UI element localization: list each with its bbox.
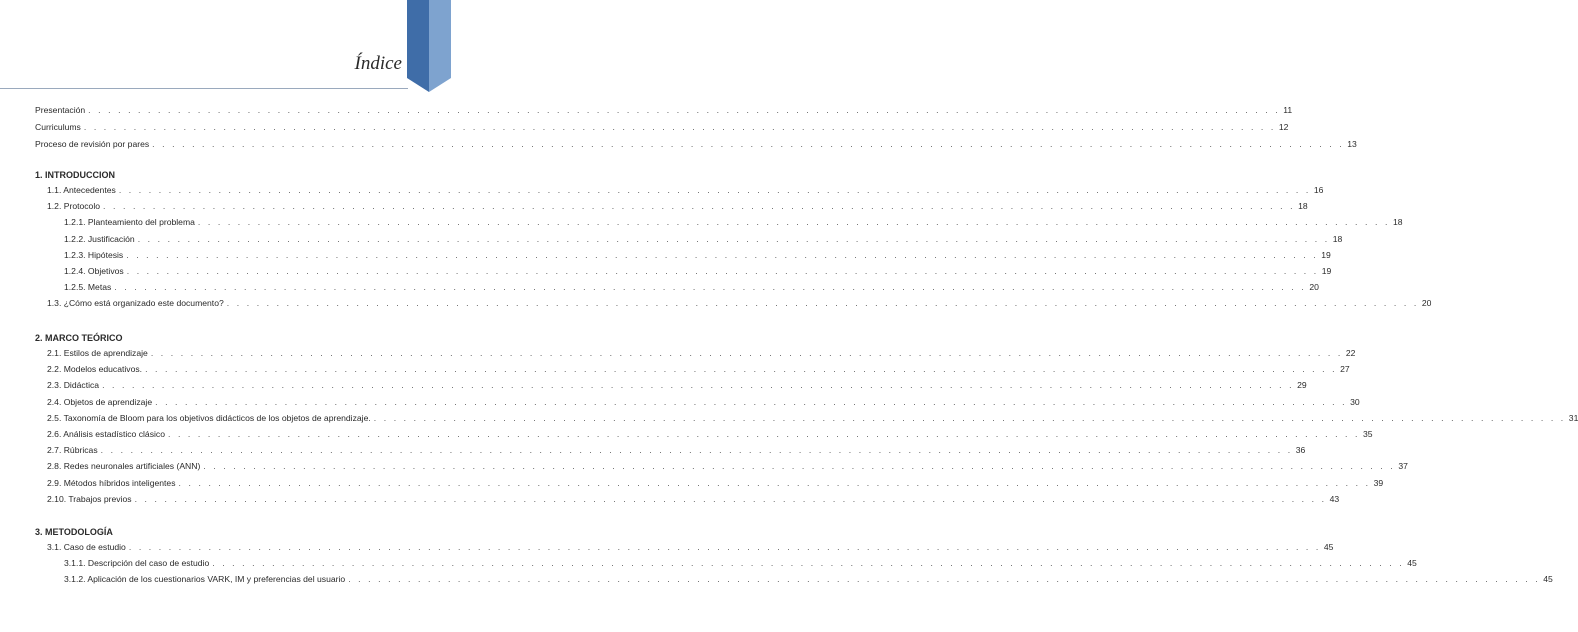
toc-entry-label: 1.2.1. Planteamiento del problema: [64, 217, 195, 227]
toc-entry-page: 22: [1345, 348, 1356, 358]
toc-entry[interactable]: [64, 558, 1417, 569]
toc-entry-label: 2.10. Trabajos previos: [47, 494, 132, 504]
toc-entry-page: 19: [1321, 250, 1331, 260]
toc-entry[interactable]: [47, 429, 1373, 440]
toc-entry-label: 1.2.3. Hipótesis: [64, 250, 124, 260]
toc-entry-page: 37: [1398, 461, 1408, 471]
toc-entry[interactable]: [47, 364, 1350, 375]
toc-entry-label: Presentación: [35, 105, 86, 115]
toc-entry-page: 12: [1278, 122, 1289, 132]
dot-leader: . . . . . . . . . . . . . . . . . . . . . . . . . . . . . . . . . . . . . . . . . . . . . . . . . . . . . . . . . . . . . . . . . . . . . . . . . . . . . . . . . . . . . . . . . . . . . . . . . . . . . . . . . . . . . . . . . . . . . . . .: [152, 139, 1345, 149]
dot-leader: . . . . . . . . . . . . . . . . . . . . . . . . . . . . . . . . . . . . . . . . . . . . . . . . . . . . . . . . . . . . . . . . . . . . . . . . . . . . . . . . . . . . . . . . . . . . . . . . . . . . . . . . . . . . . . . . . . . . . . . .: [150, 348, 1343, 358]
dot-leader: . . . . . . . . . . . . . . . . . . . . . . . . . . . . . . . . . . . . . . . . . . . . . . . . . . . . . . . . . . . . . . . . . . . . . . . . . . . . . . . . . . . . . . . . . . . . . . . . . . . . . . . . . . . . . . . . . . . . . . . .: [197, 217, 1390, 227]
dot-leader: . . . . . . . . . . . . . . . . . . . . . . . . . . . . . . . . . . . . . . . . . . . . . . . . . . . . . . . . . . . . . . . . . . . . . . . . . . . . . . . . . . . . . . . . . . . . . . . . . . . . . . . . . . . . . . . . . . . . . . . .: [126, 266, 1319, 276]
toc-entry-label: 2.3. Didáctica: [47, 380, 100, 390]
toc-entry-page: 31: [1568, 413, 1578, 423]
toc-entry-label: 2.2. Modelos educativos.: [47, 364, 143, 374]
toc-entry-page: 18: [1298, 201, 1308, 211]
toc-entry[interactable]: [47, 348, 1356, 359]
toc-entry-page: 43: [1329, 494, 1340, 504]
toc-entry-label: Proceso de revisión por pares: [35, 139, 150, 149]
chapter-heading[interactable]: 2. MARCO TEÓRICO: [35, 333, 123, 343]
toc-entry-page: 18: [1392, 217, 1403, 227]
dot-leader: . . . . . . . . . . . . . . . . . . . . . . . . . . . . . . . . . . . . . . . . . . . . . . . . . . . . . . . . . . . . . . . . . . . . . . . . . . . . . . . . . . . . . . . . . . . . . . . . . . . . . . . . . . . . . . . . . . . . . . . .: [100, 445, 1293, 455]
toc-entry-page: 45: [1323, 542, 1334, 552]
dot-leader: . . . . . . . . . . . . . . . . . . . . . . . . . . . . . . . . . . . . . . . . . . . . . . . . . . . . . . . . . . . . . . . . . . . . . . . . . . . . . . . . . . . . . . . . . . . . . . . . . . . . . . . . . . . . . . . . . . . . . . . .: [212, 558, 1405, 568]
toc-entry-page: 39: [1373, 478, 1384, 488]
dot-leader: . . . . . . . . . . . . . . . . . . . . . . . . . . . . . . . . . . . . . . . . . . . . . . . . . . . . . . . . . . . . . . . . . . . . . . . . . . . . . . . . . . . . . . . . . . . . . . . . . . . . . . . . . . . . . . . . . . . . . . . .: [203, 461, 1396, 471]
toc-entry[interactable]: [64, 574, 1553, 585]
title-divider: [0, 88, 408, 89]
chapter-heading[interactable]: 3. METODOLOGÍA: [35, 527, 113, 537]
toc-entry[interactable]: [64, 250, 1331, 261]
toc-entry[interactable]: [47, 478, 1384, 489]
dot-leader: . . . . . . . . . . . . . . . . . . . . . . . . . . . . . . . . . . . . . . . . . . . . . . . . . . . . . . . . . . . . . . . . . . . . . . . . . . . . . . . . . . . . . . . . . . . . . . . . . . . . . . . . . . . . . . . . . . . . . . . .: [128, 542, 1321, 552]
toc-entry-label: 1.3. ¿Cómo está organizado este documento?: [47, 298, 224, 308]
toc-entry[interactable]: [64, 266, 1332, 277]
toc-entry[interactable]: [47, 413, 1578, 424]
toc-entry[interactable]: [47, 185, 1324, 196]
toc-entry[interactable]: [35, 122, 1289, 133]
dot-leader: . . . . . . . . . . . . . . . . . . . . . . . . . . . . . . . . . . . . . . . . . . . . . . . . . . . . . . . . . . . . . . . . . . . . . . . . . . . . . . . . . . . . . . . . . . . . . . . . . . . . . . . . . . . . . . . . . . . . . . . .: [348, 574, 1541, 584]
toc-entry[interactable]: [47, 397, 1360, 408]
chapter-heading[interactable]: 1. INTRODUCCION: [35, 170, 116, 180]
toc-entry-page: 30: [1350, 397, 1360, 407]
dot-leader: . . . . . . . . . . . . . . . . . . . . . . . . . . . . . . . . . . . . . . . . . . . . . . . . . . . . . . . . . . . . . . . . . . . . . . . . . . . . . . . . . . . . . . . . . . . . . . . . . . . . . . . . . . . . . . . . . . . . . . . .: [134, 494, 1327, 504]
toc-entry[interactable]: [64, 217, 1403, 228]
toc-entry[interactable]: [47, 201, 1308, 212]
toc-entry-page: 45: [1543, 574, 1553, 584]
toc-entry-label: 1.2.2. Justificación: [64, 234, 135, 244]
toc-entry-page: 16: [1313, 185, 1324, 195]
toc-entry[interactable]: [47, 542, 1334, 553]
toc-entry-page: 20: [1309, 282, 1319, 292]
toc-entry[interactable]: [64, 234, 1343, 245]
toc-entry[interactable]: [47, 380, 1307, 391]
toc-entry-page: 11: [1283, 105, 1293, 115]
toc-entry[interactable]: [35, 105, 1293, 116]
dot-leader: . . . . . . . . . . . . . . . . . . . . . . . . . . . . . . . . . . . . . . . . . . . . . . . . . . . . . . . . . . . . . . . . . . . . . . . . . . . . . . . . . . . . . . . . . . . . . . . . . . . . . . . . . . . . . . . . . . . . . . . .: [126, 250, 1319, 260]
dot-leader: . . . . . . . . . . . . . . . . . . . . . . . . . . . . . . . . . . . . . . . . . . . . . . . . . . . . . . . . . . . . . . . . . . . . . . . . . . . . . . . . . . . . . . . . . . . . . . . . . . . . . . . . . . . . . . . . . . . . . . . .: [103, 201, 1296, 211]
dot-leader: . . . . . . . . . . . . . . . . . . . . . . . . . . . . . . . . . . . . . . . . . . . . . . . . . . . . . . . . . . . . . . . . . . . . . . . . . . . . . . . . . . . . . . . . . . . . . . . . . . . . . . . . . . . . . . . . . . . . . . . .: [88, 105, 1281, 115]
toc-entry[interactable]: [64, 282, 1319, 293]
dot-leader: . . . . . . . . . . . . . . . . . . . . . . . . . . . . . . . . . . . . . . . . . . . . . . . . . . . . . . . . . . . . . . . . . . . . . . . . . . . . . . . . . . . . . . . . . . . . . . . . . . . . . . . . . . . . . . . . . . . . . . . .: [137, 234, 1330, 244]
toc-entry-page: 20: [1421, 298, 1432, 308]
toc-entry-label: 3.1. Caso de estudio: [47, 542, 126, 552]
dot-leader: . . . . . . . . . . . . . . . . . . . . . . . . . . . . . . . . . . . . . . . . . . . . . . . . . . . . . . . . . . . . . . . . . . . . . . . . . . . . . . . . . . . . . . . . . . . . . . . . . . . . . . . . . . . . . . . . . . . . . . . .: [226, 298, 1419, 308]
toc-entry-label: 2.8. Redes neuronales artificiales (ANN): [47, 461, 201, 471]
dot-leader: . . . . . . . . . . . . . . . . . . . . . . . . . . . . . . . . . . . . . . . . . . . . . . . . . . . . . . . . . . . . . . . . . . . . . . . . . . . . . . . . . . . . . . . . . . . . . . . . . . . . . . . . . . . . . . . . . . . . . . . .: [114, 282, 1307, 292]
toc-entry-page: 27: [1340, 364, 1350, 374]
toc-entry-label: 1.2. Protocolo: [47, 201, 101, 211]
toc-entry[interactable]: [47, 461, 1408, 472]
toc-entry-label: 1.2.4. Objetivos: [64, 266, 124, 276]
toc-entry-label: Curriculums: [35, 122, 81, 132]
toc-entry-page: 19: [1321, 266, 1332, 276]
toc-entry-label: 1.2.5. Metas: [64, 282, 112, 292]
toc-entry-page: 18: [1332, 234, 1343, 244]
toc-entry-label: 2.4. Objetos de aprendizaje: [47, 397, 153, 407]
toc-entry-label: 3.1.1. Descripción del caso de estudio: [64, 558, 210, 568]
bookmark-ribbon-icon: [407, 0, 451, 92]
dot-leader: . . . . . . . . . . . . . . . . . . . . . . . . . . . . . . . . . . . . . . . . . . . . . . . . . . . . . . . . . . . . . . . . . . . . . . . . . . . . . . . . . . . . . . . . . . . . . . . . . . . . . . . . . . . . . . . . . . . . . . . .: [373, 413, 1566, 423]
dot-leader: . . . . . . . . . . . . . . . . . . . . . . . . . . . . . . . . . . . . . . . . . . . . . . . . . . . . . . . . . . . . . . . . . . . . . . . . . . . . . . . . . . . . . . . . . . . . . . . . . . . . . . . . . . . . . . . . . . . . . . . .: [83, 122, 1276, 132]
dot-leader: . . . . . . . . . . . . . . . . . . . . . . . . . . . . . . . . . . . . . . . . . . . . . . . . . . . . . . . . . . . . . . . . . . . . . . . . . . . . . . . . . . . . . . . . . . . . . . . . . . . . . . . . . . . . . . . . . . . . . . . .: [102, 380, 1295, 390]
toc-entry-page: 35: [1363, 429, 1373, 439]
toc-entry-label: 1.1. Antecedentes: [47, 185, 116, 195]
toc-entry-label: 2.1. Estilos de aprendizaje: [47, 348, 148, 358]
toc-entry-page: 36: [1295, 445, 1306, 455]
page-title: Índice: [354, 53, 402, 74]
toc-entry-label: 3.1.2. Aplicación de los cuestionarios VARK, IM y preferencias del usuario: [64, 574, 346, 584]
toc-entry-label: 2.5. Taxonomía de Bloom para los objetivos didácticos de los objetos de aprendizaje.: [47, 413, 371, 423]
toc-entry[interactable]: [47, 494, 1340, 505]
toc-entry-label: 2.9. Métodos híbridos inteligentes: [47, 478, 176, 488]
dot-leader: . . . . . . . . . . . . . . . . . . . . . . . . . . . . . . . . . . . . . . . . . . . . . . . . . . . . . . . . . . . . . . . . . . . . . . . . . . . . . . . . . . . . . . . . . . . . . . . . . . . . . . . . . . . . . . . . . . . . . . . .: [118, 185, 1311, 195]
dot-leader: . . . . . . . . . . . . . . . . . . . . . . . . . . . . . . . . . . . . . . . . . . . . . . . . . . . . . . . . . . . . . . . . . . . . . . . . . . . . . . . . . . . . . . . . . . . . . . . . . . . . . . . . . . . . . . . . . . . . . . . .: [155, 397, 1348, 407]
dot-leader: . . . . . . . . . . . . . . . . . . . . . . . . . . . . . . . . . . . . . . . . . . . . . . . . . . . . . . . . . . . . . . . . . . . . . . . . . . . . . . . . . . . . . . . . . . . . . . . . . . . . . . . . . . . . . . . . . . . . . . . .: [145, 364, 1338, 374]
toc-entry[interactable]: [47, 298, 1432, 309]
dot-leader: . . . . . . . . . . . . . . . . . . . . . . . . . . . . . . . . . . . . . . . . . . . . . . . . . . . . . . . . . . . . . . . . . . . . . . . . . . . . . . . . . . . . . . . . . . . . . . . . . . . . . . . . . . . . . . . . . . . . . . . .: [178, 478, 1371, 488]
toc-entry[interactable]: [35, 139, 1357, 150]
toc-entry-label: 2.6. Análisis estadístico clásico: [47, 429, 165, 439]
toc-entry-page: 13: [1347, 139, 1357, 149]
toc-entry-page: 29: [1297, 380, 1307, 390]
toc-entry-label: 2.7. Rúbricas: [47, 445, 98, 455]
dot-leader: . . . . . . . . . . . . . . . . . . . . . . . . . . . . . . . . . . . . . . . . . . . . . . . . . . . . . . . . . . . . . . . . . . . . . . . . . . . . . . . . . . . . . . . . . . . . . . . . . . . . . . . . . . . . . . . . . . . . . . . .: [167, 429, 1361, 439]
toc-entry[interactable]: [47, 445, 1306, 456]
toc-entry-page: 45: [1407, 558, 1417, 568]
